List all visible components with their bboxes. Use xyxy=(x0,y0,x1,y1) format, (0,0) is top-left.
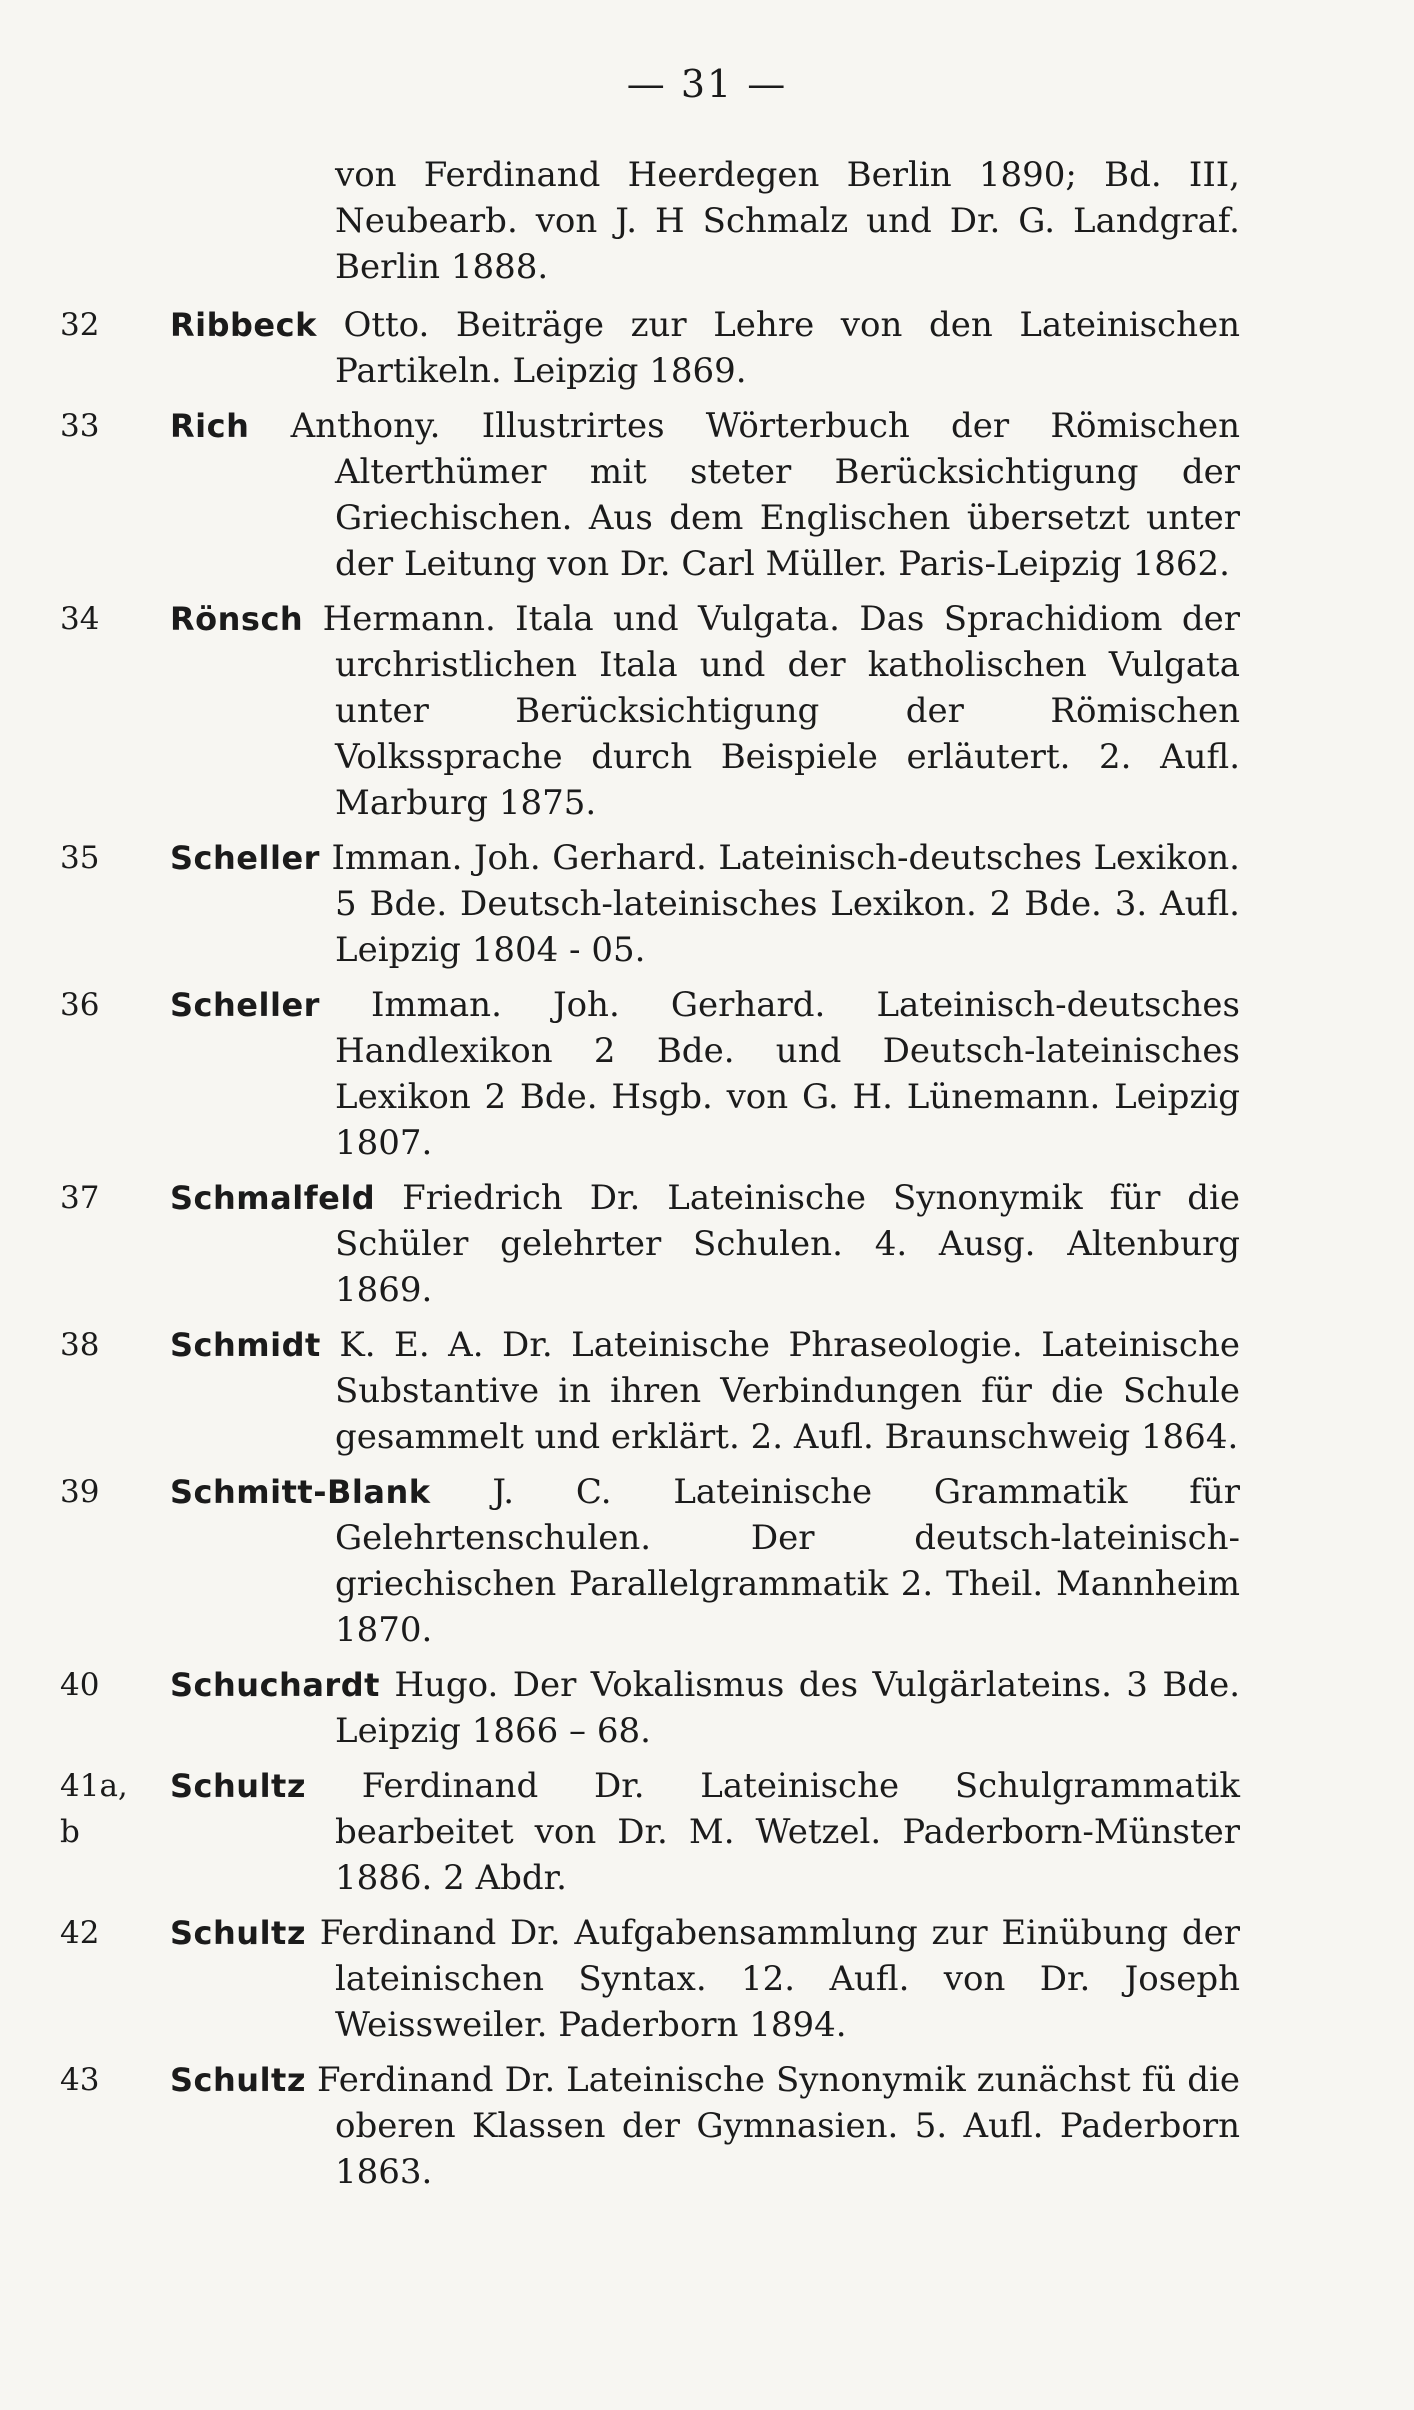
list-item xyxy=(60,596,1240,826)
page-number: — 31 — xyxy=(626,62,788,106)
entry-text: Ferdinand Dr. Lateinische Schulgrammatik bearbeitet von Dr. M. Wetzel. Paderborn-Münster 1886. 2 Abdr. xyxy=(335,1766,1240,1898)
entry-text: Friedrich Dr. Lateinische Synonymik für die Schüler gelehrter Schulen. 4. Ausg. Altenburg 1869. xyxy=(335,1178,1241,1310)
entry-author: Schultz xyxy=(170,1914,306,1952)
entry-author: Rich xyxy=(170,407,250,445)
list-item xyxy=(60,1910,1240,2048)
entry-number: 40 xyxy=(60,1667,100,1703)
list-item xyxy=(60,1469,1240,1653)
entry-text: Imman. Joh. Gerhard. Lateinisch-deutsches Handlexikon 2 Bde. und Deutsch-lateinisches Lexikon 2 Bde. Hsgb. von G. H. Lünemann. Leipzig 1807. xyxy=(335,985,1240,1163)
entry-author: Ribbeck xyxy=(170,306,317,344)
entry-text: Anthony. Illustrirtes Wörterbuch der Römischen Alterthümer mit steter Berücksichtigung der Griechischen. Aus dem Englischen übersetzt unter der Leitung von Dr. Carl Müller. Paris-Leipzig 1862. xyxy=(290,406,1240,584)
continuation-entry xyxy=(60,152,1240,290)
entry-text: Otto. Beiträge zur Lehre von den Lateinischen Partikeln. Leipzig 1869. xyxy=(335,305,1240,391)
entry-text: Hugo. Der Vokalismus des Vulgärlateins. 3 Bde. Leipzig 1866 – 68. xyxy=(335,1665,1240,1751)
list-item xyxy=(60,2057,1240,2195)
entry-number: 42 xyxy=(60,1915,100,1951)
list-item xyxy=(60,1763,1240,1901)
entry-author: Schmidt xyxy=(170,1326,321,1364)
entry-author: Schmalfeld xyxy=(170,1179,376,1217)
entry-text: Ferdinand Dr. Aufgabensammlung zur Einübung der lateinischen Syntax. 12. Aufl. von Dr. Joseph Weissweiler. Paderborn 1894. xyxy=(319,1913,1240,2045)
entry-text: K. E. A. Dr. Lateinische Phraseologie. Lateinische Substantive in ihren Verbindungen für die Schule gesammelt und erklärt. 2. Aufl. Braunschweig 1864. xyxy=(335,1325,1240,1457)
list-item xyxy=(60,1662,1240,1754)
entry-author: Scheller xyxy=(170,986,320,1024)
continuation-text: von Ferdinand Heerdegen Berlin 1890; Bd. III, Neubearb. von J. H Schmalz und Dr. G. Landgraf. Berlin 1888. xyxy=(335,155,1240,287)
entry-number: 43 xyxy=(60,2062,100,2098)
list-item xyxy=(60,403,1240,587)
entry-author: Schmitt-Blank xyxy=(170,1473,431,1511)
entry-number: 37 xyxy=(60,1180,100,1216)
bibliography-list xyxy=(60,152,1240,2204)
entry-number: 36 xyxy=(60,987,100,1023)
entry-author: Schuchardt xyxy=(170,1666,380,1704)
entry-number: 32 xyxy=(60,307,100,343)
entry-number: 41a, b xyxy=(60,1768,128,1850)
entry-text: Imman. Joh. Gerhard. Lateinisch-deutsches Lexikon. 5 Bde. Deutsch-lateinisches Lexikon. 2 Bde. 3. Aufl. Leipzig 1804 - 05. xyxy=(331,838,1240,970)
list-item xyxy=(60,982,1240,1166)
entry-author: Rönsch xyxy=(170,600,304,638)
entry-number: 33 xyxy=(60,408,100,444)
entry-number: 34 xyxy=(60,601,100,637)
list-item xyxy=(60,1175,1240,1313)
list-item xyxy=(60,302,1240,394)
entry-number: 38 xyxy=(60,1327,100,1363)
entry-author: Scheller xyxy=(170,839,320,877)
entry-number: 39 xyxy=(60,1474,100,1510)
list-item xyxy=(60,1322,1240,1460)
entry-author: Schultz xyxy=(170,2061,306,2099)
entry-author: Schultz xyxy=(170,1767,306,1805)
entry-text: Hermann. Itala und Vulgata. Das Sprachidiom der urchristlichen Itala und der katholischen Vulgata unter Berücksichtigung der Römischen Volkssprache durch Beispiele erläutert. 2. Aufl. Marburg 1875. xyxy=(322,599,1240,823)
entry-number: 35 xyxy=(60,840,100,876)
entry-text: Ferdinand Dr. Lateinische Synonymik zunächst fü die oberen Klassen der Gymnasien. 5. Aufl. Paderborn 1863. xyxy=(316,2060,1240,2192)
list-item xyxy=(60,835,1240,973)
entry-text: J. C. Lateinische Grammatik für Gelehrtenschulen. Der deutsch-lateinisch-griechischen Parallelgrammatik 2. Theil. Mannheim 1870. xyxy=(335,1472,1241,1650)
